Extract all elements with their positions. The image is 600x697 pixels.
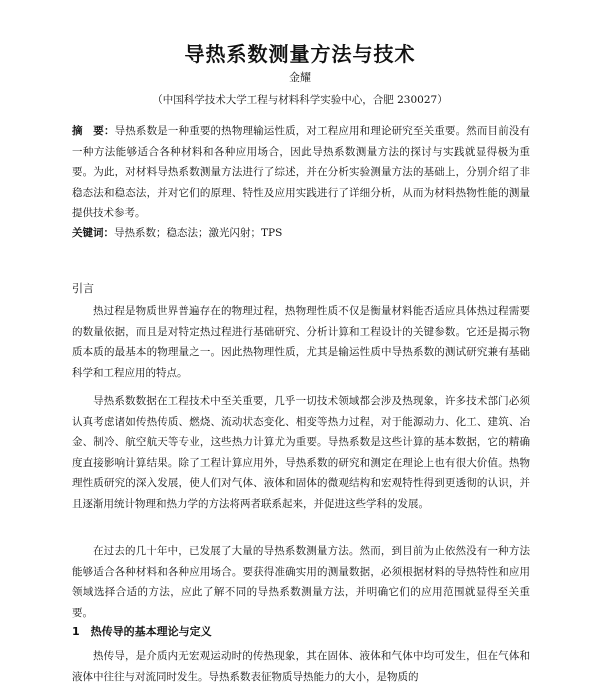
section-paragraph: 热传导，是介质内无宏观运动时的传热现象，其在固体、液体和气体中均可发生，但在气体和液体中往往与对流同时发生。导热系数表征物质导热能力的大小，是物质的 xyxy=(72,650,530,683)
paper-title: 导热系数测量方法与技术 xyxy=(184,42,416,66)
keywords-text: 导热系数；稳态法；激光闪射；TPS xyxy=(114,227,283,239)
section-heading: 1 热传导的基本理论与定义 xyxy=(72,625,212,638)
abstract-label: 摘 要： xyxy=(72,125,115,137)
intro-paragraph: 热过程是物质世界普遍存在的物理过程，热物理性质不仅是衡量材料能否适应具体热过程需要的数量依据，而且是对特定热过程进行基础研究、分析计算和工程设计的关键参数。它还是揭示物质本质的最基本的物理量之一。因此热物理性质，尤其是输运性质中导热系数的测试研究兼有基础科学和工程应用的特点。 xyxy=(72,305,530,379)
abstract-text: 导热系数是一种重要的热物理输运性质，对工程应用和理论研究至关重要。然而目前没有一种方法能够适合各种材料和各种应用场合，因此导热系数测量方法的探讨与实践就显得极为重要。为此，对材料导热系数测量方法进行了综述，并在分析实验测量方法的基础上，分别介绍了非稳态法和稳态法，并对它们的原理、特性及应用实践进行了详细分析，从而为材料热物性能的测量提供技术参考。 xyxy=(72,125,531,219)
intro-paragraph: 导热系数数据在工程技术中至关重要，几乎一切技术领域都会涉及热现象，许多技术部门必须认真考虑诸如传热传质、燃烧、流动状态变化、相变等热力过程，对于能源动力、化工、建筑、冶金、制冷、航空航天等专业，这些热力计算尤为重要。导热系数是这些计算的基本数据，它的精确度直接影响计算结果。除了工程计算应用外，导热系数的研究和测定在理论上也有很大价值。热物理性质研究的深入发展，使人们对气体、液体和固体的微观结构和宏观特性得到更透彻的认识，并且逐渐用统计物理和热力学的方法将两者联系起来，并促进这些学科的发展。 xyxy=(72,395,530,510)
author-affiliation: （中国科学技术大学工程与材料科学实验中心，合肥 230027） xyxy=(152,94,448,106)
intro-heading: 引言 xyxy=(72,282,94,295)
keywords-label: 关键词： xyxy=(72,227,114,239)
author-name: 金耀 xyxy=(289,71,311,84)
abstract-block xyxy=(72,121,530,224)
intro-paragraph: 在过去的几十年中，已发展了大量的导热系数测量方法。然而，到目前为止依然没有一种方法能够适合各种材料和各种应用场合。要获得准确实用的测量数据，必须根据材料的导热特性和应用领域选择合适的方法，应此了解不同的导热系数测量方法，并明确它们的应用范围就显得至关重要。 xyxy=(72,545,530,619)
keywords-block xyxy=(72,225,530,241)
